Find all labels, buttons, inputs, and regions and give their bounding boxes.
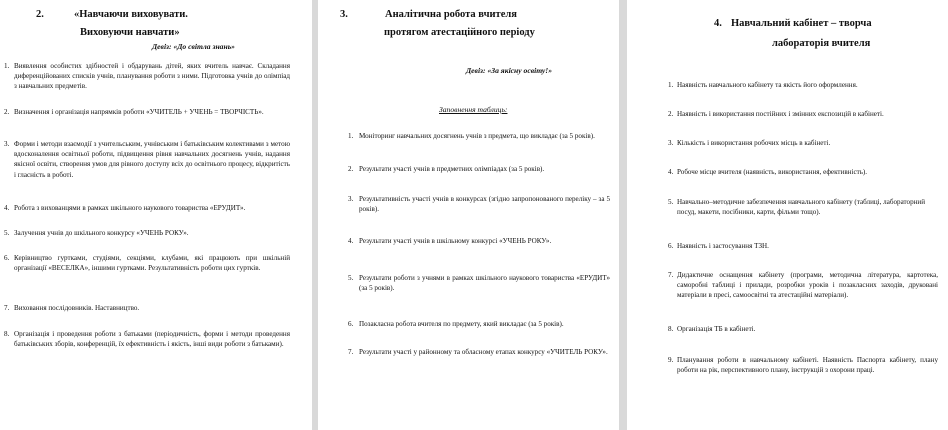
list-item (4, 107, 290, 117)
list-item-number: 2. (348, 165, 354, 173)
list-item-number: 1. (4, 62, 10, 70)
list-item-number: 9. (668, 356, 674, 364)
list-item-number: 2. (668, 110, 674, 118)
section-title-line-2: протягом атестаційного періоду (384, 27, 535, 38)
list-item-text: Керівництво гуртками, студіями, секціями, клубами, які працюють при шкільній організації «ВЕСЕЛКА», іншими гуртками. Результативність роботи цих гуртків. (14, 254, 290, 273)
list-item (348, 194, 610, 214)
list-item-number: 3. (4, 140, 10, 148)
list-item (668, 324, 938, 334)
section-title-line-1: Навчальний кабінет – творча (731, 18, 872, 29)
list-item-number: 2. (4, 108, 10, 116)
document-page-1 (0, 0, 312, 430)
list-item-text: Результативність участі учнів в конкурсах (згідно запропонованого переліку – за 5 років). (359, 195, 610, 214)
list-item-text: Залучення учнів до шкільного конкурсу «УЧЕНЬ РОКУ». (14, 229, 189, 237)
list-item (668, 355, 938, 375)
list-item-number: 8. (4, 330, 10, 338)
list-item (668, 138, 938, 148)
list-item-number: 3. (668, 139, 674, 147)
list-item (668, 197, 943, 217)
document-page-2 (318, 0, 619, 430)
list-item-text: Наявність і використання постійних і змінних експозицій в кабінеті. (677, 110, 884, 118)
section-number: 4. (714, 18, 722, 29)
list-item-number: 5. (4, 229, 10, 237)
section-number: 3. (340, 9, 348, 20)
list-item-text: Форми і методи взаємодії з учительським, учнівським і батьківським колективами з метою вдосконалення освітньої роботи, підвищення рівня навчальних досягнень учнів, надання якісної освіти, створення умов для рівного доступу всіх до освітнього процесу, відкритість і гласність в роботі. (14, 140, 290, 179)
list-item (4, 61, 290, 92)
list-item-text: Результати участі учнів в предметних олімпіадах (за 5 років). (359, 165, 545, 173)
list-item-number: 6. (4, 254, 10, 262)
list-item (348, 131, 610, 141)
list-item (4, 303, 290, 313)
section-number: 2. (36, 9, 44, 20)
list-item-number: 3. (348, 195, 354, 203)
list-item-text: Позакласна робота вчителя по предмету, який викладає (за 5 років). (359, 320, 564, 328)
list-item (4, 253, 290, 273)
list-item-text: Дидактичне оснащення кабінету (програми, методична література, картотека, саморобні таблиці і прилади, розробки уроків і позакласних заходів, друковані матеріали в пресі, самоосвітні та атестаційні матеріали). (677, 271, 938, 300)
list-item-text: Результати участі учнів в шкільному конкурсі «УЧЕНЬ РОКУ». (359, 237, 552, 245)
list-item-text: Результати участі у районному та обласному етапах конкурсу «УЧИТЕЛЬ РОКУ». (359, 348, 608, 356)
list-item-number: 6. (668, 242, 674, 250)
list-item-text: Організація ТБ в кабінеті. (677, 325, 756, 333)
list-item-text: Моніторинг навчальних досягнень учнів з предмета, що викладає (за 5 років). (359, 132, 595, 140)
list-item-number: 4. (668, 168, 674, 176)
list-item (668, 167, 938, 177)
list-item-number: 4. (348, 237, 354, 245)
list-item (668, 109, 938, 119)
list-item-text: Наявність навчального кабінету та якість його оформлення. (677, 81, 858, 89)
list-item-number: 7. (348, 348, 354, 356)
section-motto: Девіз: «За якісну освіту!» (466, 66, 553, 75)
list-item-text: Виявлення особистих здібностей і обдарувань дітей, яких вчитель навчає. Складання диференційованих списків учнів, планування роботи з ними. Підготовка учнів до олімпіад з навчальних предметів. (14, 62, 290, 91)
list-item-text: Визначення і організація напрямків роботи «УЧИТЕЛЬ + УЧЕНЬ = ТВОРЧІСТЬ». (14, 108, 264, 116)
list-item-number: 7. (668, 271, 674, 279)
list-item-number: 1. (668, 81, 674, 89)
list-item-text: Організація і проведення роботи з батьками (періодичність, форми і методи проведення батьківських зборів, конференцій, їх ефективність і якість, інші види роботи з батьками). (14, 330, 290, 349)
list-item-text: Робота з вихованцями в рамках шкільного наукового товариства «ЕРУДИТ». (14, 204, 246, 212)
section-title-line-2: лабораторія вчителя (772, 38, 871, 49)
list-item-text: Кількість і використання робочих місць в кабінеті. (677, 139, 831, 147)
list-item-text: Результати роботи з учнями в рамках шкільного наукового товариства «ЕРУДИТ» (за 5 років). (359, 274, 610, 293)
list-item (348, 273, 610, 293)
list-item (4, 139, 290, 180)
list-item-text: Наявність і застосування ТЗН. (677, 242, 769, 250)
section-motto: Девіз: «До світла знань» (152, 42, 235, 51)
table-fill-note: Заповнення таблиць: (439, 105, 508, 114)
section-title-line-2: Виховуючи навчати» (80, 27, 180, 38)
list-item (4, 329, 290, 349)
section-title-line-1: Аналітична робота вчителя (385, 9, 517, 20)
section-title-line-1: «Навчаючи виховувати. (74, 9, 188, 20)
list-item-text: Виховання послідовників. Наставництво. (14, 304, 140, 312)
list-item (348, 236, 610, 246)
list-item (348, 319, 610, 329)
list-item-number: 5. (348, 274, 354, 282)
list-item-text: Навчально–методичне забезпечення навчального кабінету (таблиці, лабораторний посуд, макети, посібники, карти, фільми тощо). (677, 198, 926, 217)
list-item-number: 6. (348, 320, 354, 328)
list-item-number: 1. (348, 132, 354, 140)
list-item-text: Робоче місце вчителя (наявність, використання, ефективність). (677, 168, 868, 176)
list-item-number: 8. (668, 325, 674, 333)
list-item (668, 270, 938, 301)
list-item (668, 241, 938, 251)
list-item-text: Планування роботи в навчальному кабінеті. Наявність Паспорта кабінету, плану роботи на рік, перспективного плану, інструкцій з охорони праці. (677, 356, 938, 375)
list-item-number: 7. (4, 304, 10, 312)
list-item (348, 164, 610, 174)
list-item (4, 203, 290, 213)
list-item-number: 5. (668, 198, 674, 206)
document-page-3 (627, 0, 948, 430)
list-item (4, 228, 290, 238)
list-item (348, 347, 610, 357)
list-item-number: 4. (4, 204, 10, 212)
list-item (668, 80, 938, 90)
